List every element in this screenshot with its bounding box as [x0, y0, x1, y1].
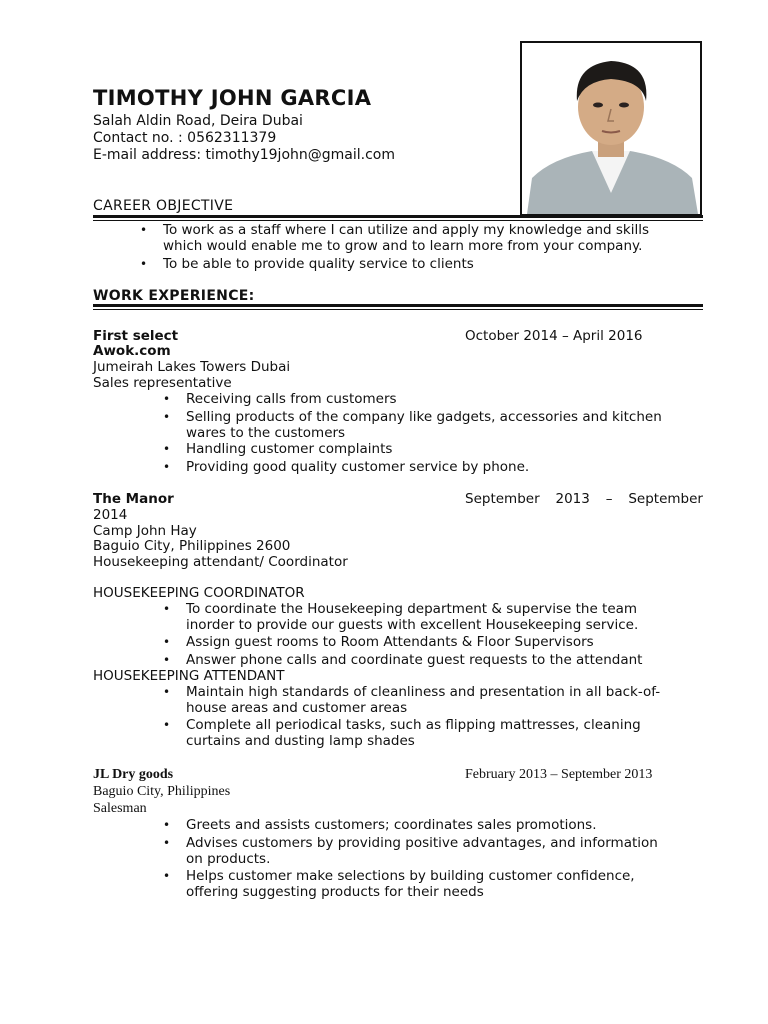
list-item: • To coordinate the Housekeeping department & supervise the team — [163, 601, 638, 617]
email-line: E-mail address: timothy19john@gmail.com — [93, 147, 395, 163]
list-item: inorder to provide our guests with excellent Housekeeping service. — [186, 617, 639, 633]
job3-location: Baguio City, Philippines — [93, 784, 231, 799]
job1-role: Sales representative — [93, 375, 232, 391]
contact-line: Contact no. : 0562311379 — [93, 130, 277, 146]
list-item: offering suggesting products for their needs — [186, 884, 484, 900]
job2-subrole-coordinator: HOUSEKEEPING COORDINATOR — [93, 585, 305, 601]
job1-dates: October 2014 – April 2016 — [465, 328, 643, 344]
job3-role: Salesman — [93, 801, 147, 816]
job1-location: Jumeirah Lakes Towers Dubai — [93, 359, 291, 375]
section-divider — [93, 215, 703, 221]
list-item: • Selling products of the company like gadgets, accessories and kitchen — [163, 409, 662, 425]
job2-subrole-attendant: HOUSEKEEPING ATTENDANT — [93, 668, 285, 684]
job2-location: Camp John Hay — [93, 523, 197, 539]
job2-city: Baguio City, Philippines 2600 — [93, 538, 291, 554]
job2-company: The Manor — [93, 491, 174, 507]
job2-date-part: September — [465, 491, 540, 507]
list-item: curtains and dusting lamp shades — [186, 733, 415, 749]
list-item: • Handling customer complaints — [163, 441, 393, 457]
job2-date-part: – — [605, 491, 613, 507]
list-item: • Answer phone calls and coordinate guest requests to the attendant — [163, 652, 643, 668]
list-item: • Complete all periodical tasks, such as flipping mattresses, cleaning — [163, 717, 641, 733]
list-item: • Maintain high standards of cleanliness and presentation in all back-of- — [163, 684, 661, 700]
portrait-image — [522, 43, 700, 214]
objective-list — [140, 222, 650, 272]
section-divider — [93, 304, 703, 310]
career-objective-title: CAREER OBJECTIVE — [93, 198, 234, 214]
job2-date-part: 2013 — [555, 491, 590, 507]
job3-company: JL Dry goods — [93, 767, 174, 782]
address-line: Salah Aldin Road, Deira Dubai — [93, 113, 303, 129]
job2-date-end: 2014 — [93, 507, 128, 523]
job1-duties — [163, 391, 662, 475]
list-item: • Assign guest rooms to Room Attendants & Floor Supervisors — [163, 634, 594, 650]
candidate-name: TIMOTHY JOHN GARCIA — [93, 86, 372, 110]
job2-dates — [465, 491, 703, 507]
job2-date-part: September — [628, 491, 703, 507]
job2-coordinator-duties — [163, 601, 643, 668]
list-item: wares to the customers — [186, 425, 346, 441]
job2-attendant-duties — [163, 684, 661, 749]
job2-role: Housekeeping attendant/ Coordinator — [93, 554, 348, 570]
job3-dates: February 2013 – September 2013 — [465, 767, 653, 782]
list-item: on products. — [186, 851, 271, 867]
list-item: • To work as a staff where I can utilize and apply my knowledge and skills — [140, 222, 650, 238]
list-item: • Providing good quality customer service by phone. — [163, 459, 530, 475]
job3-duties — [163, 817, 658, 900]
list-item: • Helps customer make selections by building customer confidence, — [163, 868, 635, 884]
profile-photo — [520, 41, 702, 216]
list-item: • To be able to provide quality service to clients — [140, 256, 474, 272]
list-item: • Advises customers by providing positive advantages, and information — [163, 835, 658, 851]
job1-company-site: Awok.com — [93, 343, 171, 359]
work-experience-title: WORK EXPERIENCE: — [93, 288, 255, 304]
list-item: • Greets and assists customers; coordinates sales promotions. — [163, 817, 597, 833]
list-item: which would enable me to grow and to learn more from your company. — [163, 238, 643, 254]
job1-company: First select — [93, 328, 179, 344]
list-item: • Receiving calls from customers — [163, 391, 397, 407]
list-item: house areas and customer areas — [186, 700, 408, 716]
